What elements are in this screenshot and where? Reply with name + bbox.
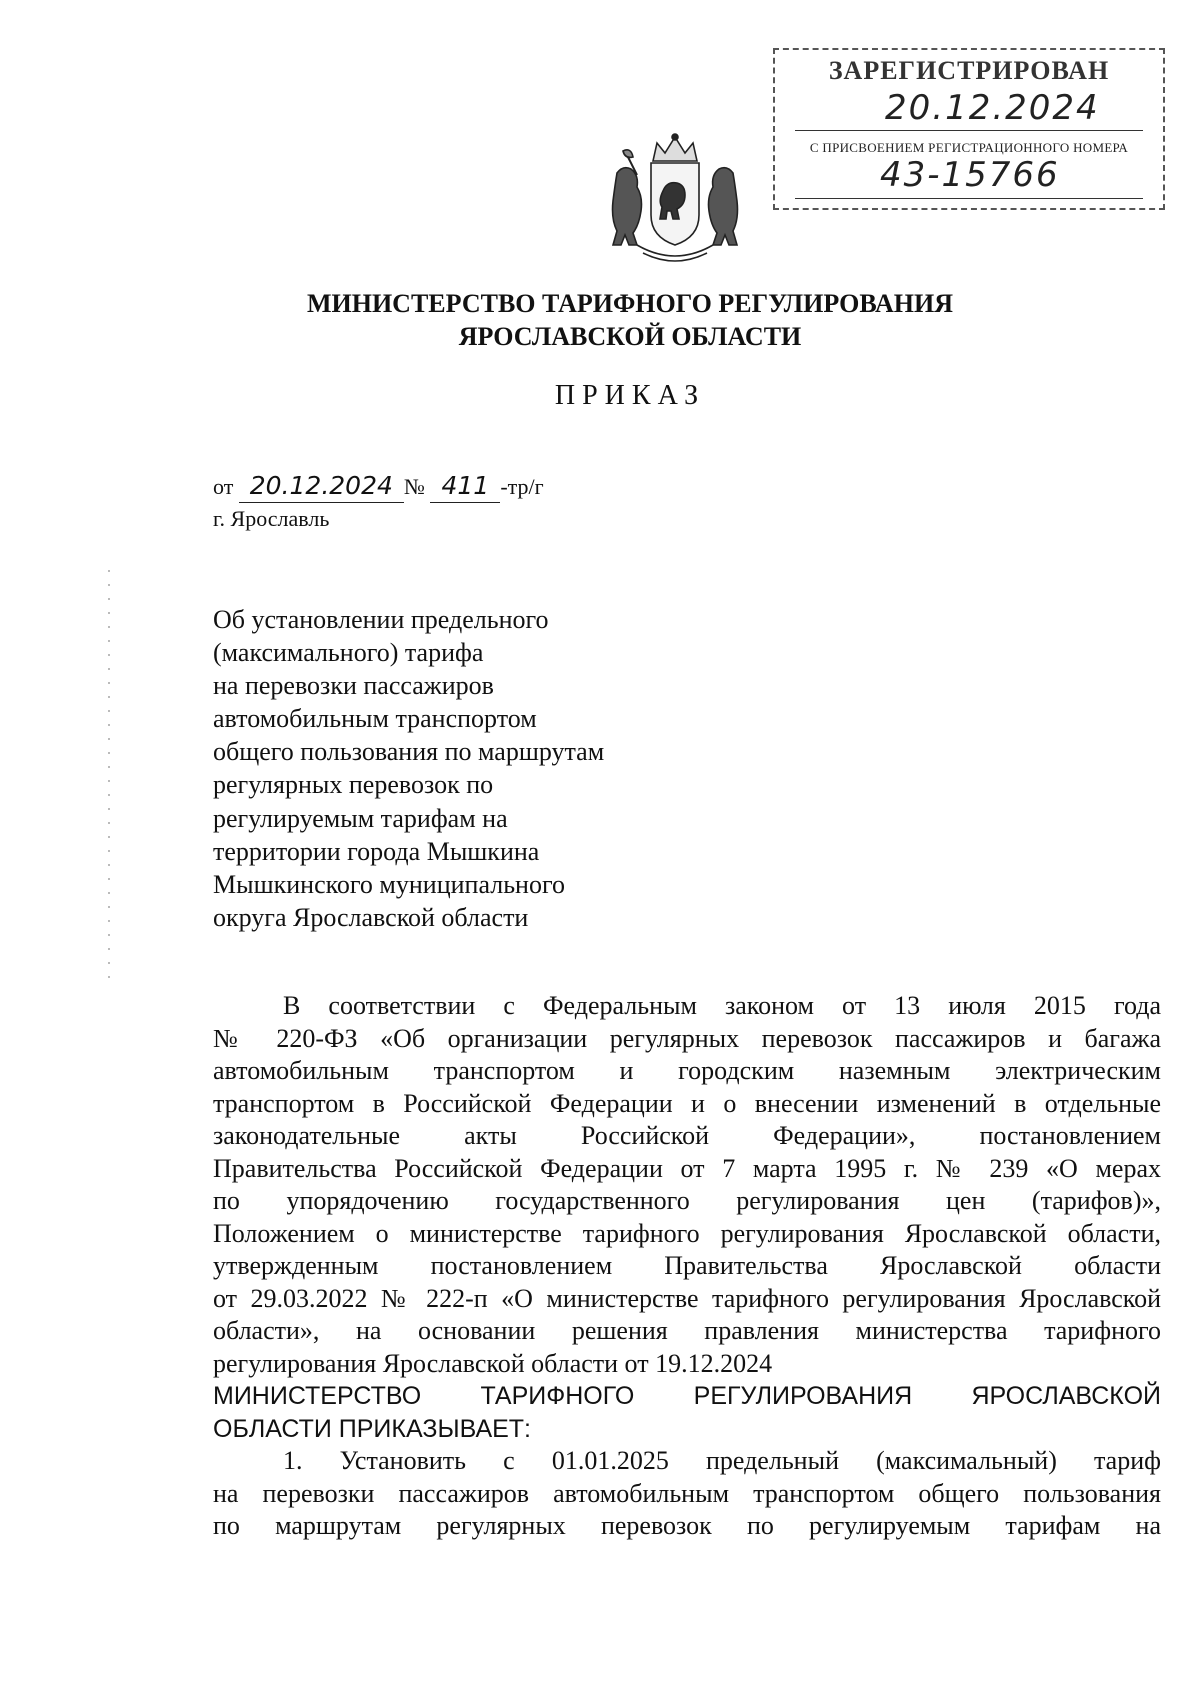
order-city: г. Ярославль	[213, 506, 330, 531]
registration-stamp	[773, 48, 1165, 210]
document-type-title: ПРИКАЗ	[554, 380, 706, 411]
order-body	[213, 990, 1161, 1543]
body-line: от 29.03.2022 № 222-п «О министерстве тарифного регулирования Ярославской	[213, 1283, 1161, 1313]
order-number-suffix: -тр/г	[500, 474, 544, 499]
subject-line: округа Ярославской области	[213, 902, 529, 932]
stamp-registration-number: 43-15766	[880, 155, 1060, 195]
margin-marks	[108, 570, 110, 990]
stamp-date: 20.12.2024	[885, 88, 1100, 128]
subject-line: общего пользования по маршрутам	[213, 737, 605, 767]
operative-clause-heading: ОБЛАСТИ ПРИКАЗЫВАЕТ:	[213, 1414, 532, 1443]
body-line: регулирования Ярославской области от 19.12.2024	[213, 1348, 773, 1378]
body-line: автомобильным транспортом и городским наземным электрическим	[213, 1056, 1161, 1085]
from-label: от	[213, 474, 234, 499]
issuing-authority	[200, 287, 1060, 353]
clause-1-line: по маршрутам регулярных перевозок по регулируемым тарифам на	[213, 1511, 1161, 1540]
coat-of-arms-icon	[607, 133, 743, 268]
body-line: Положением о министерстве тарифного регулирования Ярославской области,	[213, 1218, 1161, 1248]
body-line: транспортом в Российской Федерации и о внесении изменений в отдельные	[213, 1088, 1161, 1118]
order-meta	[213, 470, 544, 535]
authority-line-2: ЯРОСЛАВСКОЙ ОБЛАСТИ	[458, 322, 802, 351]
order-date-number-line	[213, 470, 544, 503]
body-line: утвержденным постановлением Правительства Ярославской области	[213, 1251, 1161, 1280]
subject-line: автомобильным транспортом	[213, 704, 537, 734]
subject-line: на перевозки пассажиров	[213, 671, 494, 701]
body-line: В соответствии с Федеральным законом от 13 июля 2015 года	[283, 991, 1161, 1020]
stamp-divider	[795, 130, 1143, 131]
operative-clause-heading: МИНИСТЕРСТВО ТАРИФНОГО РЕГУЛИРОВАНИЯ ЯРОСЛАВСКОЙ	[213, 1382, 1161, 1410]
order-number: 411	[430, 470, 500, 503]
stamp-divider	[795, 198, 1143, 199]
body-line: законодательные акты Российской Федерации», постановлением	[213, 1121, 1161, 1150]
order-date: 20.12.2024	[239, 470, 404, 503]
subject-line: (максимального) тарифа	[213, 638, 484, 668]
subject-line: Мышкинского муниципального	[213, 869, 565, 899]
clause-1-line: 1. Установить с 01.01.2025 предельный (максимальный) тариф	[283, 1446, 1161, 1475]
body-line: Правительства Российской Федерации от 7 марта 1995 г. № 239 «О мерах	[213, 1153, 1161, 1183]
clause-1-line: на перевозки пассажиров автомобильным транспортом общего пользования	[213, 1478, 1161, 1508]
subject-line: территории города Мышкина	[213, 836, 540, 866]
authority-line-1: МИНИСТЕРСТВО ТАРИФНОГО РЕГУЛИРОВАНИЯ	[306, 289, 954, 318]
subject-line: Об установлении предельного	[213, 605, 549, 634]
body-line: № 220-ФЗ «Об организации регулярных перевозок пассажиров и багажа	[213, 1023, 1161, 1053]
body-line: по упорядочению государственного регулирования цен (тарифов)»,	[213, 1186, 1161, 1215]
stamp-title: ЗАРЕГИСТРИРОВАН	[828, 56, 1110, 85]
body-line: области», на основании решения правления министерства тарифного	[213, 1316, 1161, 1345]
subject-line: регулируемым тарифам на	[213, 803, 508, 833]
number-sign: №	[403, 474, 425, 499]
order-subject	[213, 603, 604, 934]
stamp-subtitle: С ПРИСВОЕНИЕМ РЕГИСТРАЦИОННОГО НОМЕРА	[809, 140, 1129, 155]
subject-line: регулярных перевозок по	[213, 770, 494, 800]
